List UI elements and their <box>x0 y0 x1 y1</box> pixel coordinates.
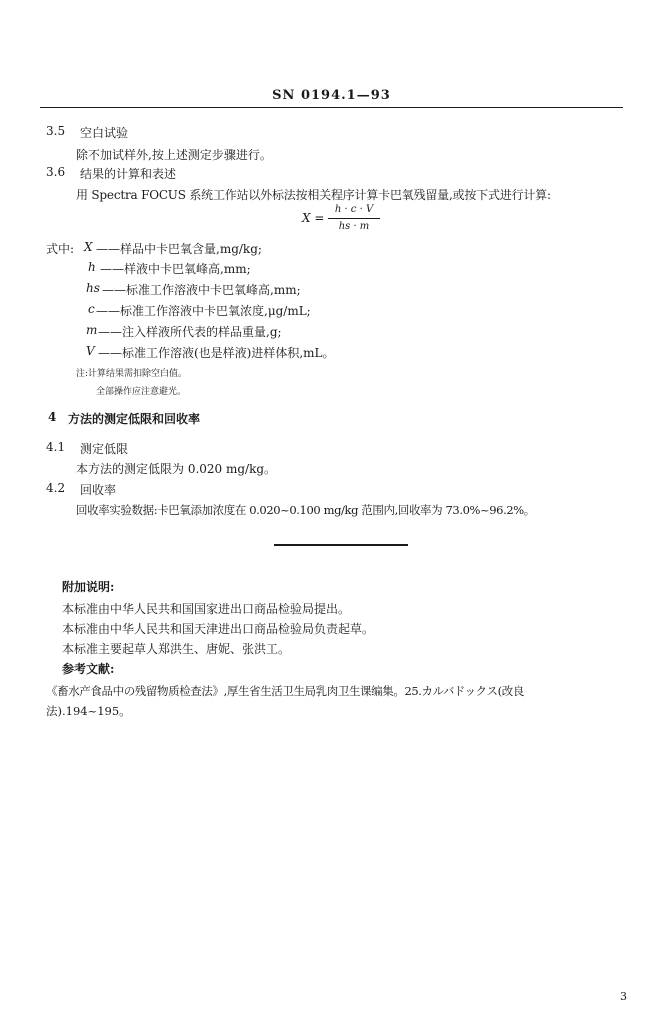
var-symbol: h <box>88 260 96 274</box>
fraction-bar <box>328 218 380 219</box>
section-4-1-body: 本方法的测定低限为 0.020 mg/kg。 <box>76 462 277 476</box>
formula-denominator: hs · m <box>338 221 370 232</box>
references-title: 参考文献: <box>62 662 115 676</box>
appendix-line: 本标准主要起草人郑洪生、唐妮、张洪工。 <box>62 642 291 656</box>
standard-number: SN 0194.1—93 <box>272 88 391 103</box>
var-symbol: X <box>84 240 93 254</box>
var-description: ——样品中卡巴氧含量,mg/kg; <box>96 242 262 256</box>
section-3-5-body: 除不加试样外,按上述测定步骤进行。 <box>76 148 272 162</box>
section-3-6-body: 用 Spectra FOCUS 系统工作站以外标法按相关程序计算卡巴氧残留量,或按下式进行计算: <box>76 188 551 202</box>
reference-line: 法).194~195。 <box>46 704 131 718</box>
section-4-1-number: 4.1 <box>46 440 66 454</box>
var-symbol: m <box>86 323 98 337</box>
section-3-5-title: 空白试验 <box>80 126 129 140</box>
var-description: ——样液中卡巴氧峰高,mm; <box>100 262 251 276</box>
section-4-1-title: 测定低限 <box>80 442 129 456</box>
section-4-title: 方法的测定低限和回收率 <box>68 412 201 426</box>
header-rule <box>40 107 623 108</box>
section-4-2-body: 回收率实验数据:卡巴氧添加浓度在 0.020~0.100 mg/kg 范围内,回收率为 73.0%~96.2%。 <box>76 503 535 517</box>
appendix-title: 附加说明: <box>62 580 115 594</box>
var-description: ——注入样液所代表的样品重量,g; <box>98 325 282 339</box>
section-3-6-number: 3.6 <box>46 165 66 179</box>
section-3-6-title: 结果的计算和表述 <box>80 167 177 181</box>
note-line: 全部操作应注意避光。 <box>96 387 187 397</box>
section-4-2-title: 回收率 <box>80 483 117 497</box>
where-intro: 式中: <box>46 242 75 256</box>
var-symbol: V <box>86 344 95 358</box>
var-description: ——标准工作溶液(也是样液)进样体积,mL。 <box>98 346 335 360</box>
var-symbol: c <box>88 302 95 316</box>
section-3-5-number: 3.5 <box>46 124 66 138</box>
section-4-2-number: 4.2 <box>46 481 66 495</box>
var-description: ——标准工作溶液中卡巴氧浓度,μg/mL; <box>96 304 311 318</box>
section-4-number: 4 <box>48 410 57 424</box>
note-line: 注:计算结果需扣除空白值。 <box>76 369 188 379</box>
reference-line: 《畜水产食品中の残留物质检查法》,厚生省生活卫生局乳肉卫生课编集。25.カルバドックス(改良 <box>46 684 524 698</box>
page-number: 3 <box>620 990 627 1003</box>
formula-fraction <box>328 203 380 234</box>
formula-numerator: h · c · V <box>334 204 374 215</box>
var-description: ——标准工作溶液中卡巴氧峰高,mm; <box>102 283 301 297</box>
appendix-line: 本标准由中华人民共和国国家进出口商品检验局提出。 <box>62 602 351 616</box>
formula-lhs: X = <box>302 211 325 225</box>
end-rule <box>274 544 408 546</box>
var-symbol: hs <box>86 281 100 295</box>
appendix-line: 本标准由中华人民共和国天津进出口商品检验局负责起草。 <box>62 622 375 636</box>
